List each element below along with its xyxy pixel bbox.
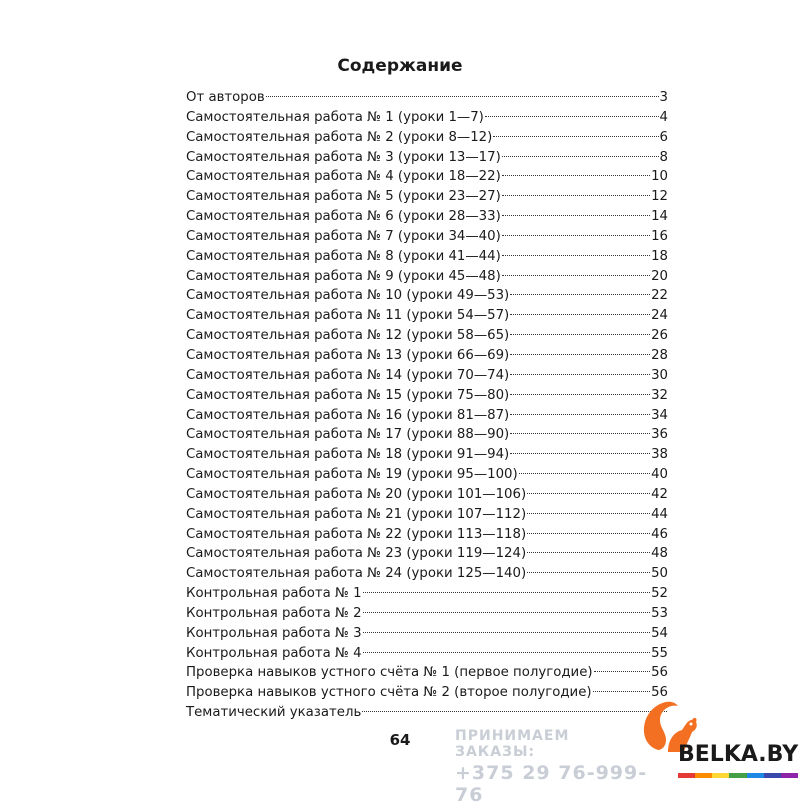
toc-entry[interactable] [186, 326, 668, 346]
toc-entry-page: 4 [659, 109, 668, 125]
toc-entry-title: От авторов [186, 90, 265, 105]
toc-entry-page: 24 [651, 308, 668, 324]
toc-entry[interactable] [186, 267, 668, 287]
toc-leader-dots [485, 116, 659, 117]
toc-entry[interactable] [186, 525, 668, 545]
toc-entry[interactable] [186, 406, 668, 426]
toc-entry[interactable] [186, 148, 668, 168]
toc-entry-page: 42 [651, 486, 668, 502]
toc-entry-title: Самостоятельная работа № 20 (уроки 101—106) [186, 486, 527, 502]
toc-entry-page: 32 [651, 387, 668, 403]
toc-leader-dots [363, 612, 651, 613]
toc-entry-page: 34 [651, 407, 668, 423]
toc-entry[interactable] [186, 187, 668, 207]
toc-entry-title: Самостоятельная работа № 22 (уроки 113—118) [186, 526, 527, 542]
toc-leader-dots [266, 96, 659, 97]
order-watermark [455, 728, 655, 806]
toc-leader-dots [502, 255, 650, 256]
toc-entry[interactable] [186, 366, 668, 386]
toc-entry[interactable] [186, 644, 668, 664]
toc-entry-title: Контрольная работа № 2 [186, 605, 362, 621]
toc-leader-dots [363, 652, 651, 653]
toc-entry-title: Самостоятельная работа № 12 (уроки 58—65) [186, 328, 510, 344]
page-number: 64 [389, 731, 411, 749]
toc-entry-page: 6 [659, 129, 668, 145]
toc-entry-page: 30 [651, 367, 668, 383]
toc-leader-dots [527, 533, 650, 534]
page-title: Содержание [337, 56, 463, 76]
toc-leader-dots [510, 374, 650, 375]
toc-entry-page: 44 [651, 506, 668, 522]
rainbow-segment [712, 773, 729, 778]
toc-leader-dots [510, 453, 650, 454]
toc-entry-title: Самостоятельная работа № 15 (уроки 75—80) [186, 387, 510, 403]
toc-entry-page: 8 [659, 149, 668, 165]
toc-leader-dots [519, 473, 650, 474]
toc-entry[interactable] [186, 584, 668, 604]
toc-entry-page: 54 [651, 625, 668, 641]
toc-entry[interactable] [186, 445, 668, 465]
toc-entry-title: Самостоятельная работа № 18 (уроки 91—94) [186, 447, 510, 463]
toc-leader-dots [363, 632, 651, 633]
toc-leader-dots [493, 136, 658, 137]
toc-leader-dots [527, 572, 650, 573]
toc-leader-dots [510, 394, 650, 395]
toc-entry-title: Самостоятельная работа № 21 (уроки 107—112) [186, 506, 527, 522]
watermark-phone: +375 29 76-999-76 [455, 762, 648, 806]
toc-entry[interactable] [186, 386, 668, 406]
toc-entry[interactable] [186, 604, 668, 624]
toc-entry[interactable] [186, 227, 668, 247]
toc-entry[interactable] [186, 485, 668, 505]
logo-text: BELKA.BY [678, 742, 799, 767]
toc-entry-page: 46 [651, 526, 668, 542]
toc-entry-title: Контрольная работа № 1 [186, 586, 362, 602]
toc-entry[interactable] [186, 286, 668, 306]
toc-entry-title: Самостоятельная работа № 11 (уроки 54—57) [186, 308, 510, 324]
toc-leader-dots [510, 294, 650, 295]
toc-entry[interactable] [186, 505, 668, 525]
toc-entry-title: Тематический указатель [186, 705, 362, 721]
table-of-contents [186, 88, 668, 723]
toc-entry-page: 40 [651, 467, 668, 483]
toc-entry[interactable] [186, 306, 668, 326]
toc-entry-title: Самостоятельная работа № 4 (уроки 18—22) [186, 169, 501, 185]
toc-leader-dots [510, 433, 650, 434]
rainbow-segment [729, 773, 746, 778]
toc-entry-title: Самостоятельная работа № 1 (уроки 1—7) [186, 109, 484, 125]
rainbow-segment [695, 773, 712, 778]
toc-entry[interactable] [186, 207, 668, 227]
toc-entry[interactable] [186, 703, 668, 723]
toc-leader-dots [510, 314, 650, 315]
toc-leader-dots [527, 513, 650, 514]
toc-entry[interactable] [186, 247, 668, 267]
toc-entry-title: Проверка навыков устного счёта № 1 (первое полугодие) [186, 665, 593, 681]
toc-entry[interactable] [186, 663, 668, 683]
toc-entry-title: Самостоятельная работа № 14 (уроки 70—74) [186, 367, 510, 383]
toc-leader-dots [510, 334, 650, 335]
toc-leader-dots [510, 354, 650, 355]
toc-leader-dots [363, 592, 651, 593]
toc-entry-page: 56 [651, 665, 668, 681]
toc-leader-dots [594, 671, 651, 672]
toc-entry-title: Самостоятельная работа № 8 (уроки 41—44) [186, 248, 501, 264]
toc-entry-title: Самостоятельная работа № 3 (уроки 13—17) [186, 149, 501, 165]
toc-entry-title: Самостоятельная работа № 17 (уроки 88—90) [186, 427, 510, 443]
toc-entry-page: 18 [651, 248, 668, 264]
toc-entry[interactable] [186, 544, 668, 564]
toc-entry-title: Контрольная работа № 4 [186, 645, 362, 661]
toc-leader-dots [527, 493, 650, 494]
toc-entry[interactable] [186, 425, 668, 445]
toc-entry-page: 3 [659, 90, 668, 105]
toc-entry-page: 20 [651, 268, 668, 284]
toc-entry-page: 36 [651, 427, 668, 443]
rainbow-segment [747, 773, 764, 778]
toc-leader-dots [502, 195, 650, 196]
toc-entry[interactable] [186, 88, 668, 108]
toc-entry-page: 50 [651, 566, 668, 582]
toc-entry-page: 52 [651, 586, 668, 602]
toc-leader-dots [502, 215, 650, 216]
toc-entry-page: 22 [651, 288, 668, 304]
toc-entry-page: 53 [651, 605, 668, 621]
toc-entry[interactable] [186, 564, 668, 584]
rainbow-segment [678, 773, 695, 778]
toc-entry-title: Самостоятельная работа № 13 (уроки 66—69) [186, 347, 510, 363]
toc-entry-page: 16 [651, 228, 668, 244]
toc-entry-page: 56 [651, 685, 668, 701]
logo-rainbow-stripe [678, 773, 798, 778]
belka-logo[interactable] [640, 690, 800, 800]
toc-entry-title: Самостоятельная работа № 16 (уроки 81—87) [186, 407, 510, 423]
toc-entry-page: 10 [651, 169, 668, 185]
toc-leader-dots [502, 175, 650, 176]
toc-entry-page: 48 [651, 546, 668, 562]
toc-entry-page: 14 [651, 209, 668, 225]
toc-entry[interactable] [186, 624, 668, 644]
toc-leader-dots [502, 235, 650, 236]
toc-entry[interactable] [186, 683, 668, 703]
rainbow-segment [781, 773, 798, 778]
toc-leader-dots [527, 552, 650, 553]
toc-leader-dots [502, 275, 650, 276]
toc-entry-title: Самостоятельная работа № 5 (уроки 23—27) [186, 189, 501, 205]
toc-leader-dots [502, 156, 659, 157]
toc-entry-title: Самостоятельная работа № 23 (уроки 119—124) [186, 546, 527, 562]
toc-entry-page: 55 [651, 645, 668, 661]
toc-entry-page: 38 [651, 447, 668, 463]
toc-entry-title: Самостоятельная работа № 24 (уроки 125—140) [186, 566, 527, 582]
toc-leader-dots [362, 711, 667, 712]
toc-entry[interactable] [186, 465, 668, 485]
toc-entry-title: Самостоятельная работа № 19 (уроки 95—100) [186, 467, 518, 483]
toc-entry-title: Самостоятельная работа № 7 (уроки 34—40) [186, 228, 501, 244]
toc-entry-page: 28 [651, 347, 668, 363]
toc-entry-title: Самостоятельная работа № 9 (уроки 45—48) [186, 268, 501, 284]
toc-entry-page: 12 [651, 189, 668, 205]
toc-entry[interactable] [186, 128, 668, 148]
toc-entry-page: 26 [651, 328, 668, 344]
toc-entry[interactable] [186, 346, 668, 366]
toc-entry-title: Самостоятельная работа № 10 (уроки 49—53) [186, 288, 510, 304]
toc-entry[interactable] [186, 167, 668, 187]
toc-entry-title: Проверка навыков устного счёта № 2 (второе полугодие) [186, 685, 592, 701]
toc-entry-title: Самостоятельная работа № 2 (уроки 8—12) [186, 129, 493, 145]
rainbow-segment [764, 773, 781, 778]
toc-entry[interactable] [186, 108, 668, 128]
toc-entry-title: Контрольная работа № 3 [186, 625, 362, 641]
toc-entry-title: Самостоятельная работа № 6 (уроки 28—33) [186, 209, 501, 225]
toc-leader-dots [510, 414, 650, 415]
watermark-order-text: ПРИНИМАЕМ ЗАКАЗЫ: [455, 728, 570, 760]
